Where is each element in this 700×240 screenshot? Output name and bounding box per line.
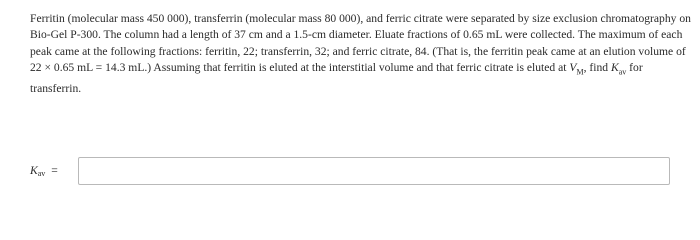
answer-row <box>30 157 675 187</box>
equals-sign: = <box>51 164 58 177</box>
problem-statement: Ferritin (molecular mass 450 000), transferrin (molecular mass 80 000), and ferric citrate were separated by size exclusion chromatography on Bio-Gel P-300. The column had a length of 37 cm and a 1.5-cm diameter. Eluate fractions of 0.65 mL were collected. The maximum of each peak came at the following fractions: ferritin, 22; transferrin, 32; and ferric citrate, 84. (That is, the ferritin peak came at an elution volume of 22 × 0.65 mL = 14.3 mL.) Assuming that ferritin is eluted at the interstitial volume and that ferric citrate is eluted at $V_M$, find $K_{av}$ for transferrin. <box>30 12 691 95</box>
kav-answer-input[interactable] <box>78 157 670 185</box>
kav-label <box>30 164 58 181</box>
kav-subscript: av <box>37 169 46 178</box>
kav-symbol: K <box>30 164 38 177</box>
